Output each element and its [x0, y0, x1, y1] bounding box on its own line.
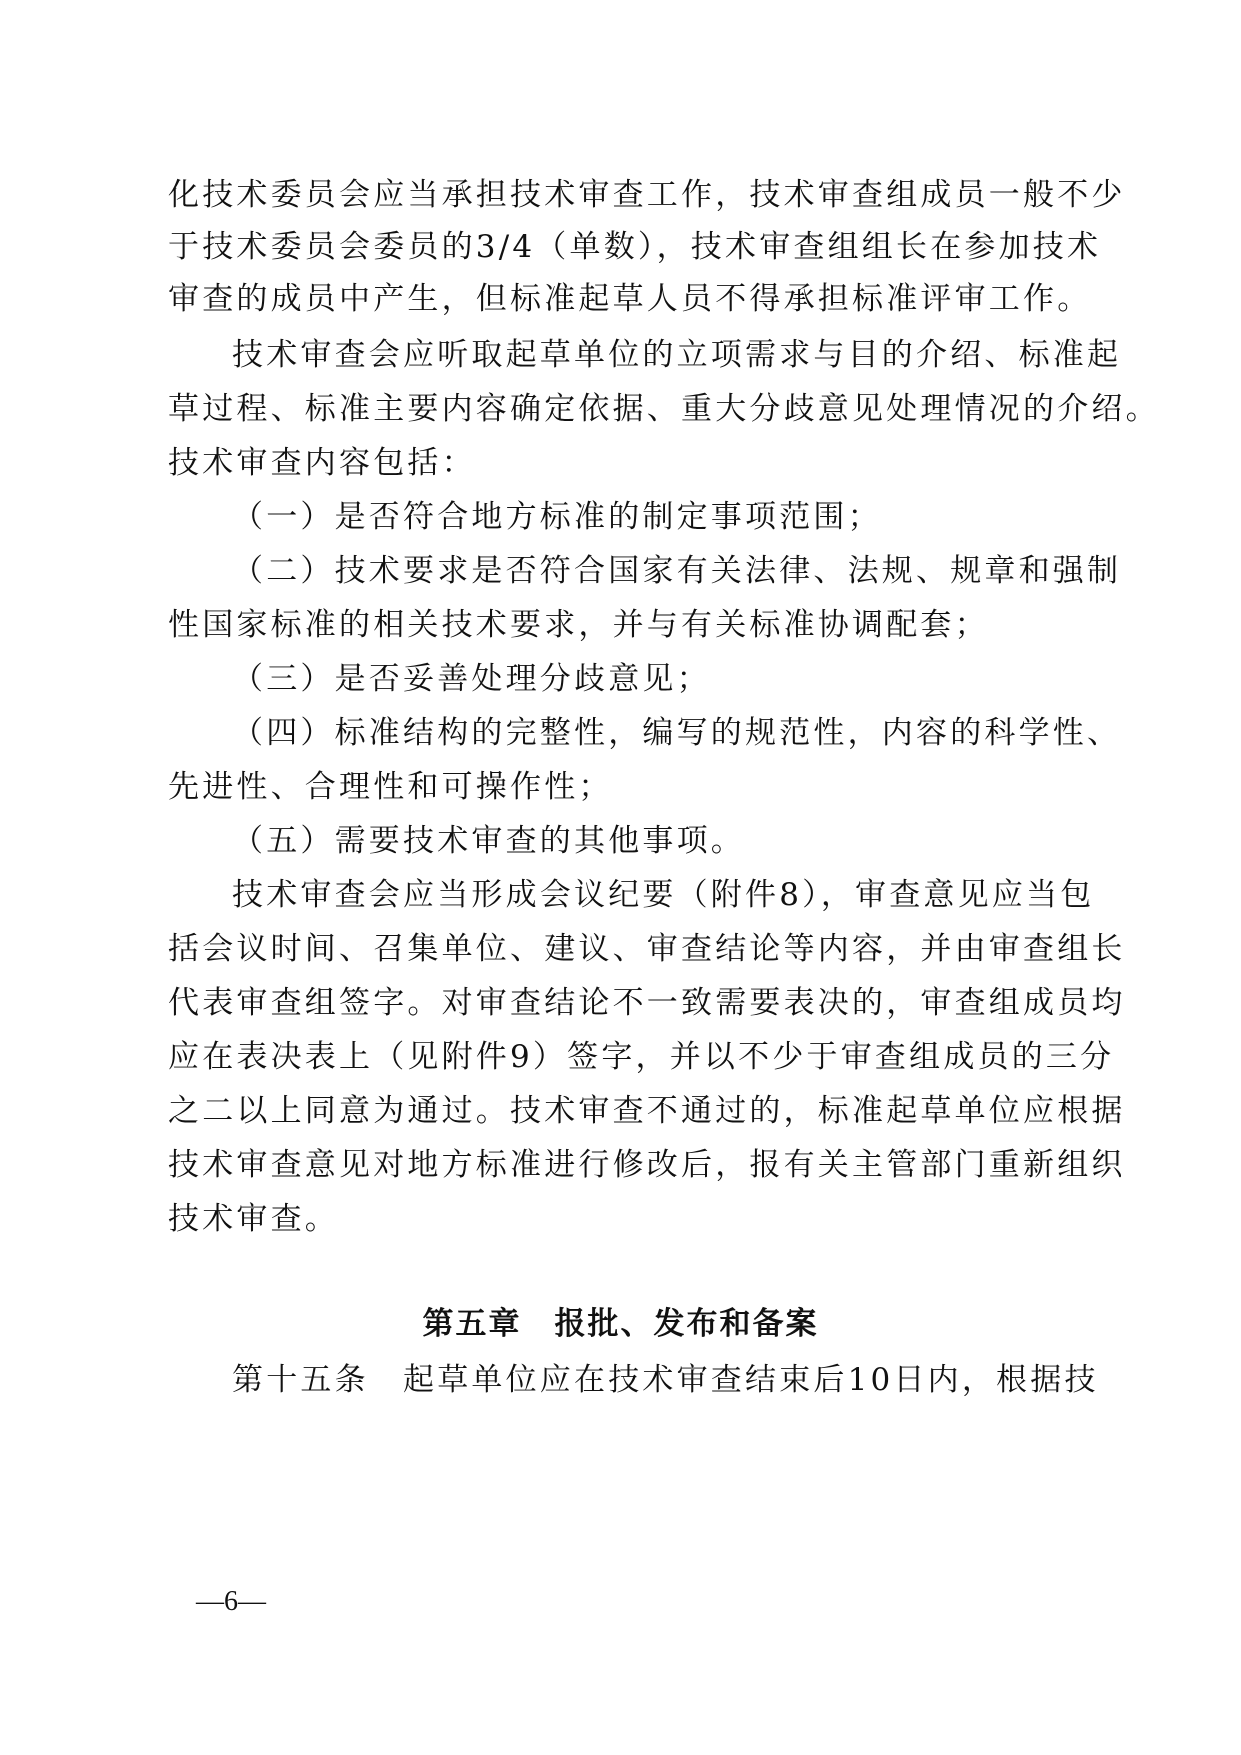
list-item-3: （三）是否妥善处理分歧意见； — [232, 661, 711, 697]
text-line-1: 化技术委员会应当承担技术审查工作，技术审查组成员一般不少 — [168, 177, 1126, 213]
text-line-17: 应在表决表上（见附件9）签字，并以不少于审查组成员的三分 — [168, 1039, 1115, 1075]
text-line-20: 技术审查。 — [168, 1201, 339, 1237]
list-item-5: （五）需要技术审查的其他事项。 — [232, 823, 745, 859]
article-line: 第十五条 起草单位应在技术审查结束后10日内，根据技 — [232, 1362, 1099, 1398]
list-item-2-continued: 性国家标准的相关技术要求，并与有关标准协调配套； — [168, 607, 989, 643]
text-line-3: 审查的成员中产生，但标准起草人员不得承担标准评审工作。 — [168, 281, 1092, 317]
chapter-heading: 第五章 报批、发布和备案 — [422, 1306, 819, 1342]
page-number: —6— — [196, 1586, 266, 1617]
text-line-19: 技术审查意见对地方标准进行修改后，报有关主管部门重新组织 — [168, 1147, 1126, 1183]
text-line-14: 技术审查会应当形成会议纪要（附件8），审查意见应当包 — [232, 877, 1095, 913]
text-line-2: 于技术委员会委员的3/4（单数），技术审查组组长在参加技术 — [168, 229, 1102, 265]
list-item-4: （四）标准结构的完整性，编写的规范性，内容的科学性、 — [232, 715, 1122, 751]
text-line-16: 代表审查组签字。对审查结论不一致需要表决的，审查组成员均 — [168, 985, 1126, 1021]
list-item-1: （一）是否符合地方标准的制定事项范围； — [232, 499, 882, 535]
text-line-4: 技术审查会应听取起草单位的立项需求与目的介绍、标准起 — [232, 337, 1122, 373]
list-item-2: （二）技术要求是否符合国家有关法律、法规、规章和强制 — [232, 553, 1122, 589]
text-line-18: 之二以上同意为通过。技术审查不通过的，标准起草单位应根据 — [168, 1093, 1126, 1129]
text-line-6: 技术审查内容包括： — [168, 445, 476, 481]
text-line-15: 括会议时间、召集单位、建议、审查结论等内容，并由审查组长 — [168, 931, 1126, 967]
text-line-5: 草过程、标准主要内容确定依据、重大分歧意见处理情况的介绍。 — [168, 391, 1160, 427]
list-item-4-continued: 先进性、合理性和可操作性； — [168, 769, 613, 805]
